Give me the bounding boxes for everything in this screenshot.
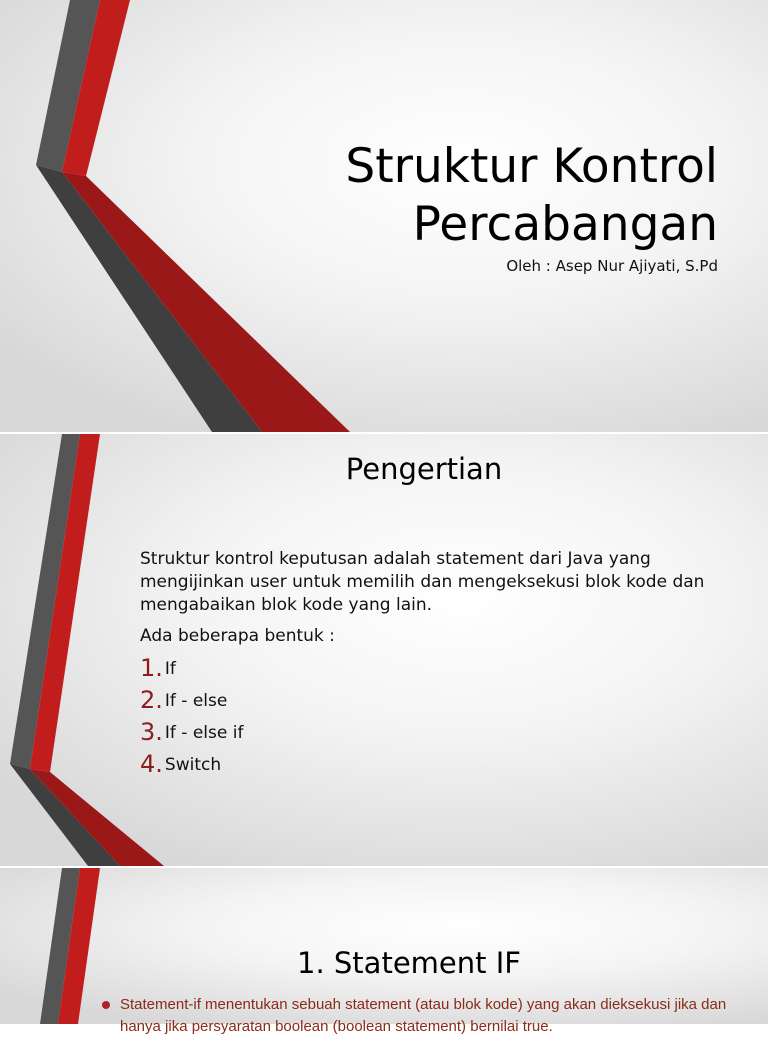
list-number: 1.: [140, 654, 163, 682]
dark-lower-stripe: [10, 764, 120, 866]
bullet-point: [100, 994, 760, 1038]
list-number: 2.: [140, 686, 163, 714]
slide-body: [140, 548, 730, 778]
list-number: 4.: [140, 750, 163, 778]
presentation-title: [198, 138, 718, 254]
list-item-text: If - else: [164, 691, 228, 711]
list-item: [140, 682, 730, 714]
list-item: [140, 714, 730, 746]
title-slide: [0, 0, 768, 432]
author-subtitle: Oleh : Asep Nur Ajiyati, S.Pd: [506, 257, 718, 275]
definition-slide: [0, 434, 768, 866]
list-item-text: If - else if: [164, 723, 244, 743]
slide-title: 1. Statement IF: [297, 946, 521, 980]
list-item: [140, 746, 730, 778]
bullet-text: Statement-if menentukan sebuah statement (atau blok kode) yang akan dieksekusi jika dan hanya jika persyaratan boolean (boolean statement) bernilai true.: [120, 996, 727, 1035]
list-intro: Ada beberapa bentuk :: [140, 626, 335, 646]
definition-paragraph: Struktur kontrol keputusan adalah statement dari Java yang mengijinkan user untuk memilih dan mengeksekusi blok kode dan mengabaikan blok kode yang lain.: [140, 549, 705, 615]
bullet-icon: [102, 1001, 110, 1009]
list-item-text: If: [164, 659, 176, 679]
list-item-text: Switch: [164, 755, 222, 775]
forms-list: [140, 650, 730, 778]
list-item: [140, 650, 730, 682]
statement-if-slide: [0, 868, 768, 1035]
slide-title: Pengertian: [345, 452, 503, 486]
title-line-2: Percabangan: [412, 197, 718, 252]
list-number: 3.: [140, 718, 163, 746]
title-line-1: Struktur Kontrol: [345, 139, 718, 194]
